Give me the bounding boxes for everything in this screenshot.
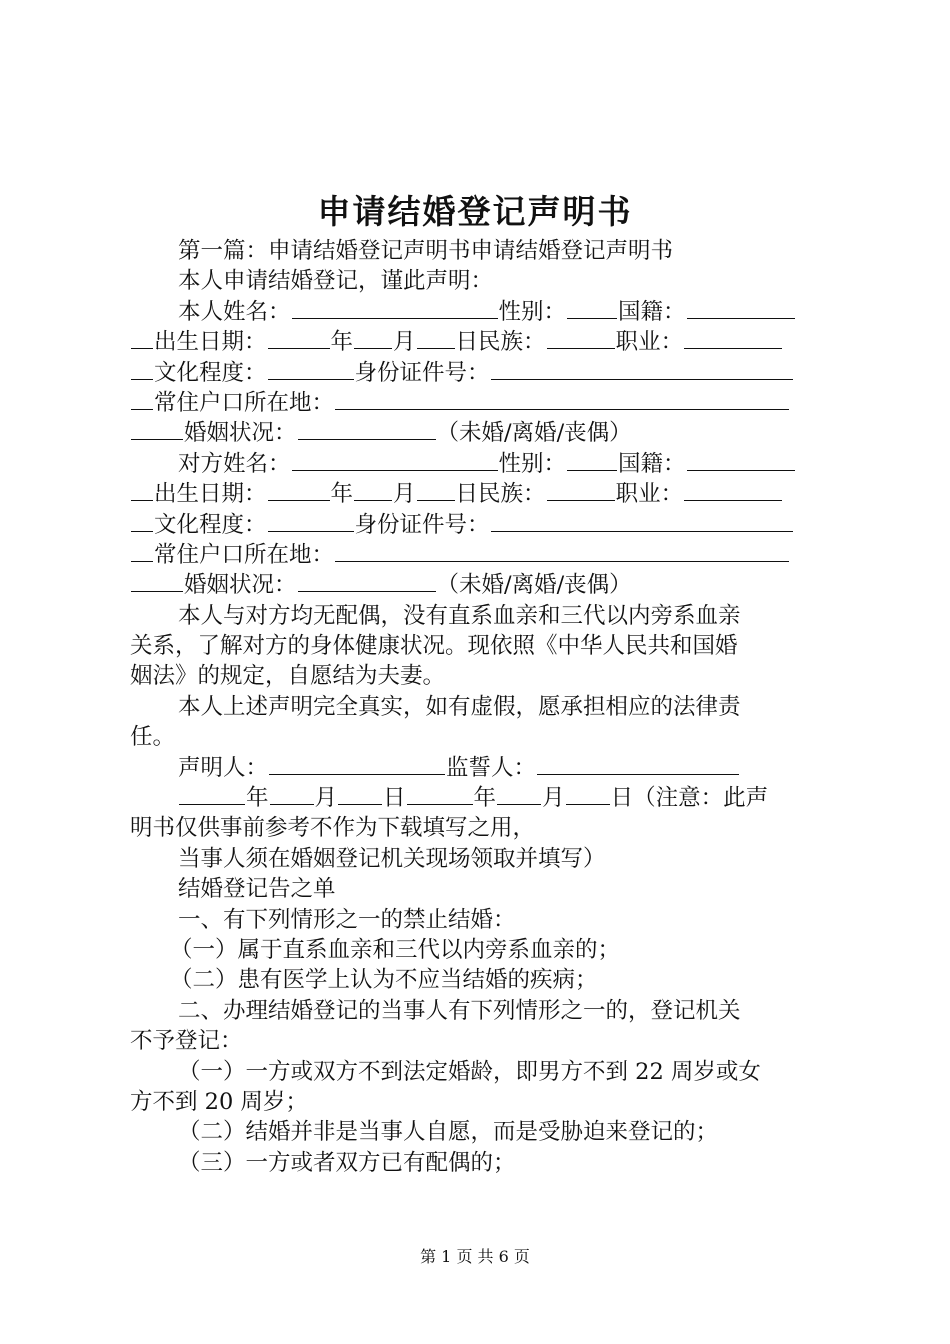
paragraph-line: 本人与对方均无配偶，没有直系血亲和三代以内旁系血亲: [178, 602, 741, 629]
page-footer: 第 1 页 共 6 页: [420, 1247, 530, 1266]
edu-label: 文化程度：: [154, 359, 267, 386]
form-row-other-name: [130, 449, 833, 479]
year-blank: [268, 327, 330, 349]
blank: [131, 570, 183, 592]
id-blank: [491, 358, 793, 380]
job-label: 职业：: [615, 481, 684, 508]
job-blank: [684, 479, 782, 501]
date-row: [130, 783, 833, 813]
blank: [131, 479, 153, 501]
section-heading-cont: 不予登记：: [130, 1028, 243, 1055]
section-title: 结婚登记告之单: [178, 876, 336, 903]
edu-blank: [268, 510, 354, 532]
paragraph-line: 关系，了解对方的身体健康状况。现依照《中华人民共和国婚: [130, 633, 738, 660]
id-label: 身份证件号：: [354, 511, 490, 538]
list-item: （二）结婚并非是当事人自愿，而是受胁迫来登记的；: [178, 1119, 719, 1146]
edu-blank: [268, 358, 354, 380]
day-blank: [566, 783, 610, 805]
edu-label: 文化程度：: [154, 511, 267, 538]
form-row-other-residence: [130, 540, 833, 570]
name-label: 本人姓名：: [178, 298, 291, 325]
blank: [131, 540, 153, 562]
marital-label: 婚姻状况：: [184, 420, 297, 447]
form-row-other-edu: [130, 510, 833, 540]
form-row-other-marital: [130, 570, 833, 600]
nationality-label: 国籍：: [618, 298, 686, 325]
month-label: 月: [314, 785, 338, 812]
blank: [131, 388, 153, 410]
name-label: 对方姓名：: [178, 450, 291, 477]
day-blank: [338, 783, 382, 805]
gender-label: 性别：: [498, 450, 567, 477]
month-label: 月: [542, 785, 565, 812]
declarant-label: 声明人：: [178, 754, 269, 781]
day-ethnic-label: 日民族：: [455, 481, 546, 508]
note-line: 当事人须在婚姻登记机关现场领取并填写）: [178, 845, 606, 872]
marital-options: （未婚/离婚/丧偶）: [436, 420, 632, 447]
day-blank: [417, 327, 455, 349]
paragraph-line: 姻法》的规定，自愿结为夫妻。: [130, 663, 446, 690]
year-label: 年: [473, 785, 497, 812]
nationality-blank: [687, 297, 795, 319]
form-row-self-marital: [130, 418, 833, 448]
residence-blank: [335, 388, 789, 410]
guardian-label: 监誓人：: [446, 754, 537, 781]
blank: [131, 327, 153, 349]
text-line: 本人申请结婚登记，谨此声明：: [178, 268, 494, 295]
marital-options: （未婚/离婚/丧偶）: [436, 572, 632, 599]
list-item-cont: 方不到 20 周岁；: [130, 1088, 308, 1115]
note-line: 明书仅供事前参考不作为下载填写之用，: [130, 815, 536, 842]
gender-blank: [567, 297, 617, 319]
form-row-self-residence: [130, 388, 833, 418]
list-item: （一）属于直系血亲和三代以内旁系血亲的；: [170, 936, 621, 963]
form-row-other-birth: [130, 479, 833, 509]
residence-label: 常住户口所在地：: [154, 541, 335, 568]
marital-blank: [298, 418, 436, 440]
month-label: 月: [393, 329, 416, 356]
marital-label: 婚姻状况：: [184, 572, 297, 599]
text-line: 第一篇：申请结婚登记声明书申请结婚登记声明书: [178, 238, 674, 264]
guardian-blank: [537, 753, 739, 775]
year-label: 年: [246, 785, 269, 812]
document-body: [130, 236, 833, 1178]
document-title: 申请结婚登记声明书: [317, 192, 633, 231]
residence-label: 常住户口所在地：: [154, 389, 335, 416]
note-start: 日（注意：此声: [610, 785, 769, 812]
month-label: 月: [393, 481, 416, 508]
month-blank: [497, 783, 541, 805]
year-label: 年: [330, 481, 354, 508]
list-item: （一）一方或双方不到法定婚龄，即男方不到 22 周岁或女: [178, 1058, 761, 1085]
signature-row: [130, 753, 833, 783]
ethnic-blank: [547, 327, 615, 349]
year-blank: [179, 783, 245, 805]
day-label: 日: [383, 785, 406, 812]
month-blank: [354, 479, 392, 501]
section-heading: 一、有下列情形之一的禁止结婚：: [178, 906, 516, 933]
paragraph-line: 任。: [130, 724, 176, 751]
name-blank: [292, 449, 498, 471]
day-ethnic-label: 日民族：: [455, 329, 546, 356]
form-row-self-edu: [130, 358, 833, 388]
blank: [131, 358, 153, 380]
year-blank: [268, 479, 330, 501]
marital-blank: [298, 570, 436, 592]
blank: [131, 418, 183, 440]
birth-label: 出生日期：: [154, 481, 267, 508]
job-blank: [684, 327, 782, 349]
month-blank: [270, 783, 314, 805]
year-label: 年: [330, 329, 354, 356]
paragraph-line: 本人上述声明完全真实，如有虚假，愿承担相应的法律责: [178, 693, 741, 720]
gender-label: 性别：: [498, 298, 567, 325]
ethnic-blank: [547, 479, 615, 501]
list-item: （二）患有医学上认为不应当结婚的疾病；: [170, 967, 598, 994]
day-blank: [417, 479, 455, 501]
section-heading: 二、办理结婚登记的当事人有下列情形之一的，登记机关: [178, 997, 741, 1024]
list-item: （三）一方或者双方已有配偶的；: [178, 1149, 516, 1176]
gender-blank: [567, 449, 617, 471]
declarant-blank: [269, 753, 445, 775]
birth-label: 出生日期：: [154, 329, 267, 356]
blank: [131, 510, 153, 532]
id-blank: [491, 510, 793, 532]
id-label: 身份证件号：: [354, 359, 490, 386]
nationality-label: 国籍：: [618, 450, 686, 477]
month-blank: [354, 327, 392, 349]
nationality-blank: [687, 449, 795, 471]
residence-blank: [335, 540, 789, 562]
year-blank: [407, 783, 473, 805]
form-row-self-name: [130, 297, 833, 327]
form-row-self-birth: [130, 327, 833, 357]
job-label: 职业：: [615, 329, 684, 356]
name-blank: [292, 297, 498, 319]
